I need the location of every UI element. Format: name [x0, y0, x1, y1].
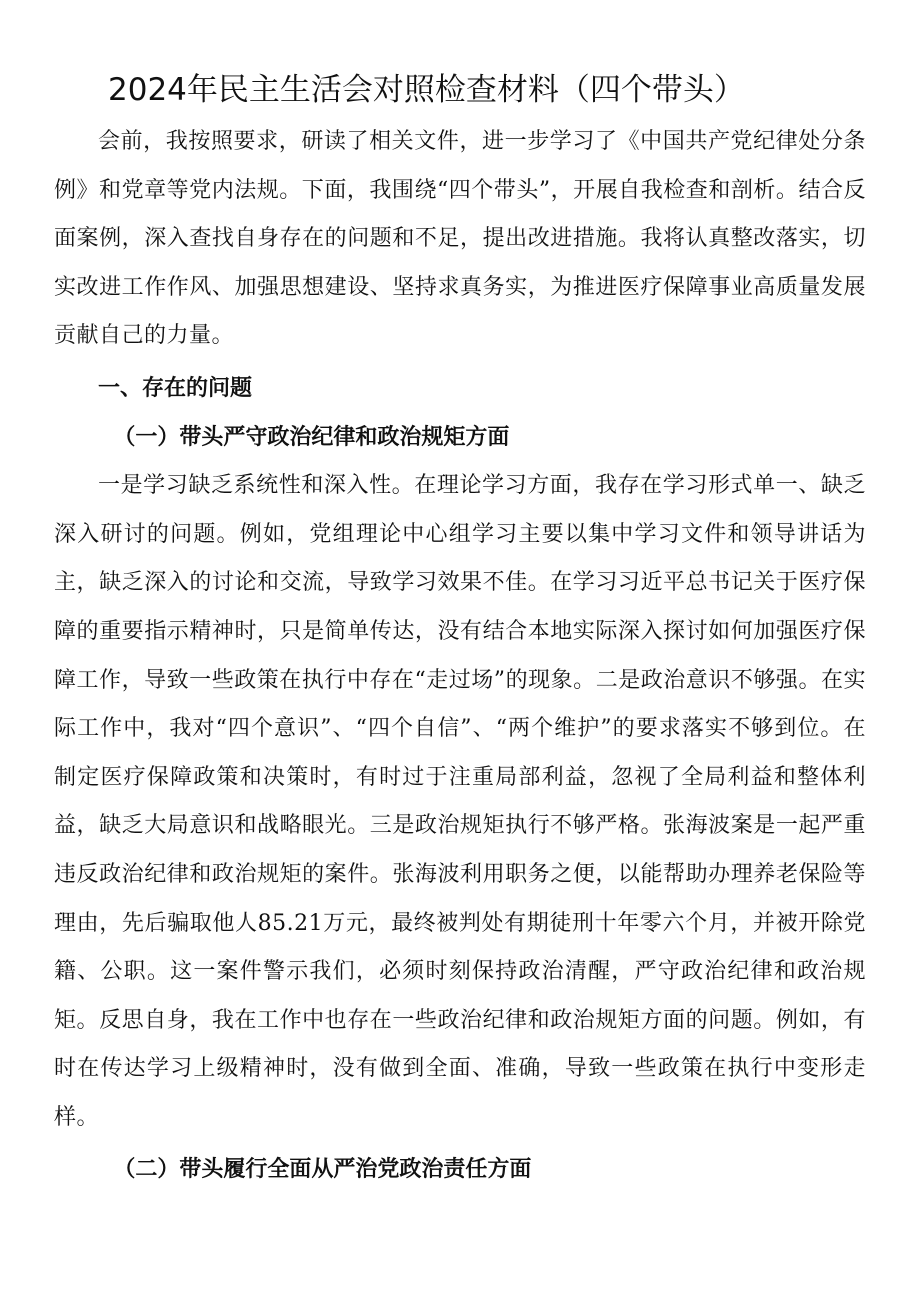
section-heading-problems: 一、存在的问题: [98, 375, 253, 401]
subsection-heading-2: （二）带头履行全面从严治党政治责任方面: [113, 1157, 532, 1183]
intro-paragraph: 会前，我按照要求，研读了相关文件，进一步学习了《中国共产党纪律处分条例》和党章等党内法规。下面，我围绕“四个带头”，开展自我检查和剖析。结合反面案例，深入查找自身存在的问题和不足，提出改进措施。我将认真整改落实，切实改进工作作风、加强思想建设、坚持求真务实，为推进医疗保障事业高质量发展贡献自己的力量。: [54, 129, 866, 349]
subsection-1-body: 一是学习缺乏系统性和深入性。在理论学习方面，我存在学习形式单一、缺乏深入研讨的问题。例如，党组理论中心组学习主要以集中学习文件和领导讲话为主，缺乏深入的讨论和交流，导致学习效果不佳。在学习习近平总书记关于医疗保障的重要指示精神时，只是简单传达，没有结合本地实际深入探讨如何加强医疗保障工作，导致一些政策在执行中存在“走过场”的现象。二是政治意识不够强。在实际工作中，我对“四个意识”、“四个自信”、“两个维护”的要求落实不够到位。在制定医疗保障政策和决策时，有时过于注重局部利益，忽视了全局利益和整体利益，缺乏大局意识和战略眼光。三是政治规矩执行不够严格。张海波案是一起严重违反政治纪律和政治规矩的案件。张海波利用职务之便，以能帮助办理养老保险等理由，先后骗取他人85.21万元，最终被判处有期徒刑十年零六个月，并被开除党籍、公职。这一案件警示我们，必须时刻保持政治清醒，严守政治纪律和政治规矩。反思自身，我在工作中也存在一些政治纪律和政治规矩方面的问题。例如，有时在传达学习上级精神时，没有做到全面、准确，导致一些政策在执行中变形走样。: [54, 473, 866, 1130]
subsection-heading-1: （一）带头严守政治纪律和政治规矩方面: [113, 424, 510, 450]
document-title: 2024年民主生活会对照检查材料（四个带头）: [108, 72, 745, 108]
